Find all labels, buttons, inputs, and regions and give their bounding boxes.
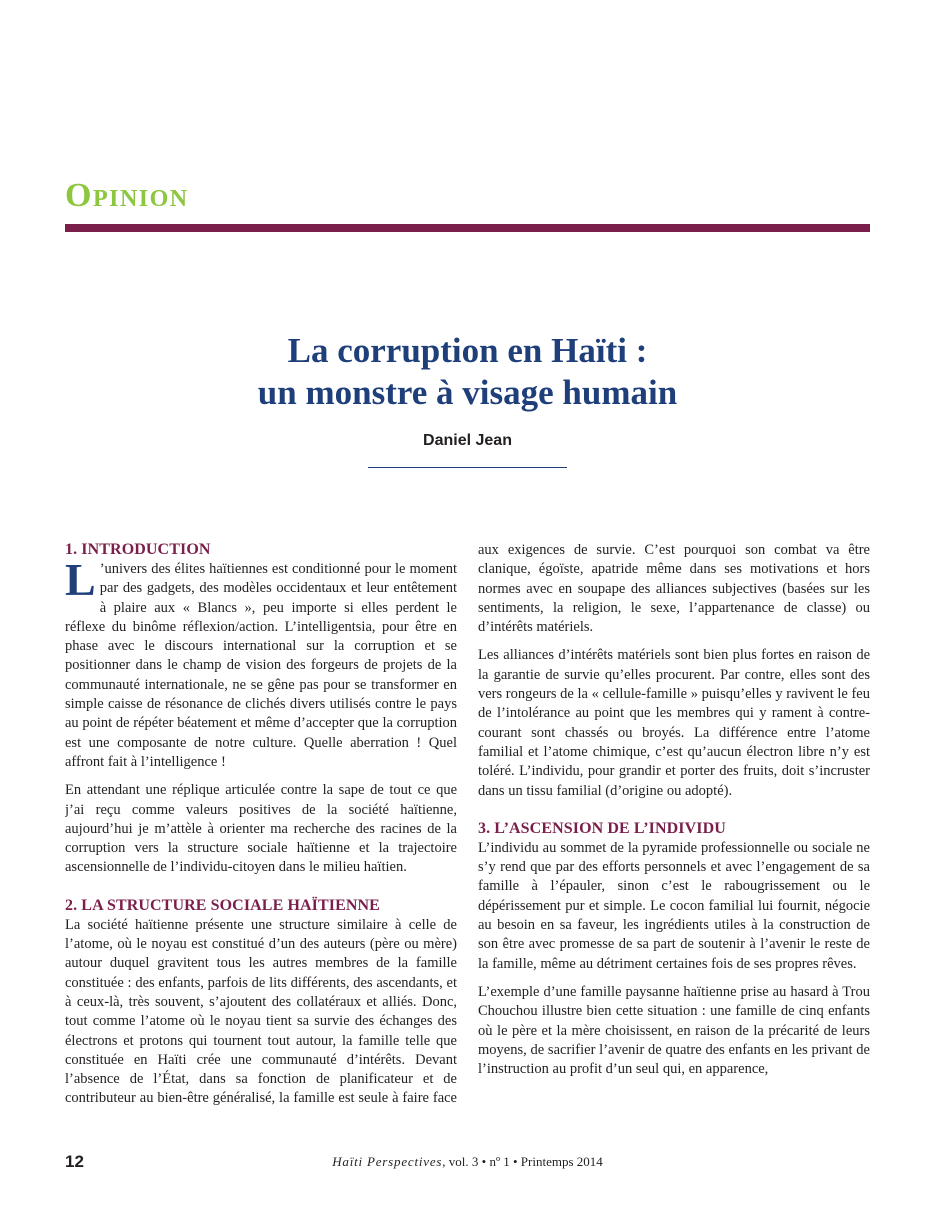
intro-paragraph-1 bbox=[65, 554, 457, 772]
structure-paragraph-1: La société haïtienne présente une structure similaire à celle de l’atome, où le noyau est constitué d’un des auteurs (père ou mère) autour duquel gravitent tous les autres membres de la famille constituée : des enfants, parfois de lits différents, des ascendants, et à ceux-là, très souvent, s’ajoutent des collatéraux et alliés. Donc, tout comme l’atome où le noyau tient sa survie des échanges des électrons et protons qui tournent tout autour, la famille telle que constituée en Haïti crée une communauté d’intérêts. Devant l’absence de l’État, dans sa fonction de planificateur et de contributeur au bien-être généralisé, la famille est seule à faire face bbox=[65, 916, 457, 1107]
page-number: 12 bbox=[65, 1152, 84, 1171]
intro-paragraph-2: En attendant une réplique articulée contre la sape de tout ce que j’ai reçu comme valeurs positives de la société haïtienne, aujourd’hui je m’attèle à orienter ma recherche des racines de la corruption vers la structure sociale haïtienne et la trajectoire ascensionnelle de l’individu-citoyen dans le milieu haïtien. bbox=[65, 782, 457, 876]
section-heading-structure: 2. LA STRUCTURE SOCIALE HAÏTIENNE bbox=[65, 896, 380, 914]
right-column bbox=[478, 541, 870, 1121]
section-heading-ascension: 3. L’ASCENSION DE L’INDIVIDU bbox=[478, 819, 726, 837]
journal-name: Haïti Perspectives bbox=[332, 1154, 443, 1169]
header-rule bbox=[65, 224, 870, 232]
structure-paragraph-1-continued: aux exigences de survie. C’est pourquoi son combat va être clanique, égoïste, apatride même dans ses motivations et hors normes avec en soupape des alliances subjectives (basées sur les sentiments, la religion, le sexe, l’appartenance de classe) ou d’intérêts matériels. bbox=[478, 542, 870, 636]
author-name: Daniel Jean bbox=[423, 432, 512, 449]
structure-paragraph-2: Les alliances d’intérêts matériels sont bien plus fortes en raison de la garantie de survie qu’elles procurent. Par contre, elles sont des vers rongeurs de la « cellule-famille » puisqu’elles y ravivent le feu de l’intolérance au point que les membres qui y rament à contre-courant sont chassés ou broyés. La différence entre l’atome familial et l’atome chimique, c’est qu’aucun électron libre n’y est toléré. L’individu, pour grandir et porter des fruits, doit s’incruster dans un tissu familial (d’origine ou adopté). bbox=[478, 647, 870, 799]
section-label: Opinion bbox=[65, 177, 189, 214]
author-rule bbox=[368, 467, 567, 468]
ascension-paragraph-1: L’individu au sommet de la pyramide professionnelle ou sociale ne s’y rend que par des efforts personnels et avec l’engagement de sa famille à l’épauler, sinon c’est le rabougrissement ou le dépérissement pur et simple. Le cocon familial lui fournit, négocie au besoin en sa faveur, les ingrédients utiles à la construction de son être avec promesse de sa part de soutenir à l’avenir le reste de la famille, même au détriment certaines fois de ses propres rêves. bbox=[478, 839, 870, 972]
left-column bbox=[65, 540, 457, 1120]
ascension-paragraph-2: L’exemple d’une famille paysanne haïtienne prise au hasard à Trou Chouchou illustre bien cette situation : une famille de cinq enfants où le père et la mère choisissent, en raison de la précarité de leurs moyens, de sacrifier l’avenir de quatre des enfants en les privant de l’instruction au profit d’un seul qui, en apparence, bbox=[478, 983, 870, 1078]
drop-cap: L bbox=[65, 554, 96, 605]
journal-issue: , vol. 3 • nº 1 • Printemps 2014 bbox=[442, 1154, 603, 1169]
intro-paragraph-1-text: ’univers des élites haïtiennes est conditionné pour le moment par des gadgets, des modèles occidentaux et leur entêtement à plaire aux « Blancs », peu importe si elles perdent le réflexe du binôme réflexion/action. L’intelligentsia, pour être en phase avec le discours international sur la corruption et se positionner dans le champ de vision des forgeurs de projets de la communauté internationale, ne se gêne pas pour se transformer en simple caisse de résonance de clichés divers utilisés contre le pays au point de répéter béatement et même d’accepter que la corruption est une composante de notre culture. Quelle aberration ! Quel affront fait à l’intelligence ! bbox=[65, 561, 457, 770]
title-line-2: un monstre à visage humain bbox=[257, 373, 678, 412]
article-title bbox=[65, 330, 870, 414]
journal-citation bbox=[0, 1154, 935, 1170]
section-heading-introduction: 1. INTRODUCTION bbox=[65, 541, 211, 558]
title-line-1: La corruption en Haïti : bbox=[287, 331, 648, 370]
